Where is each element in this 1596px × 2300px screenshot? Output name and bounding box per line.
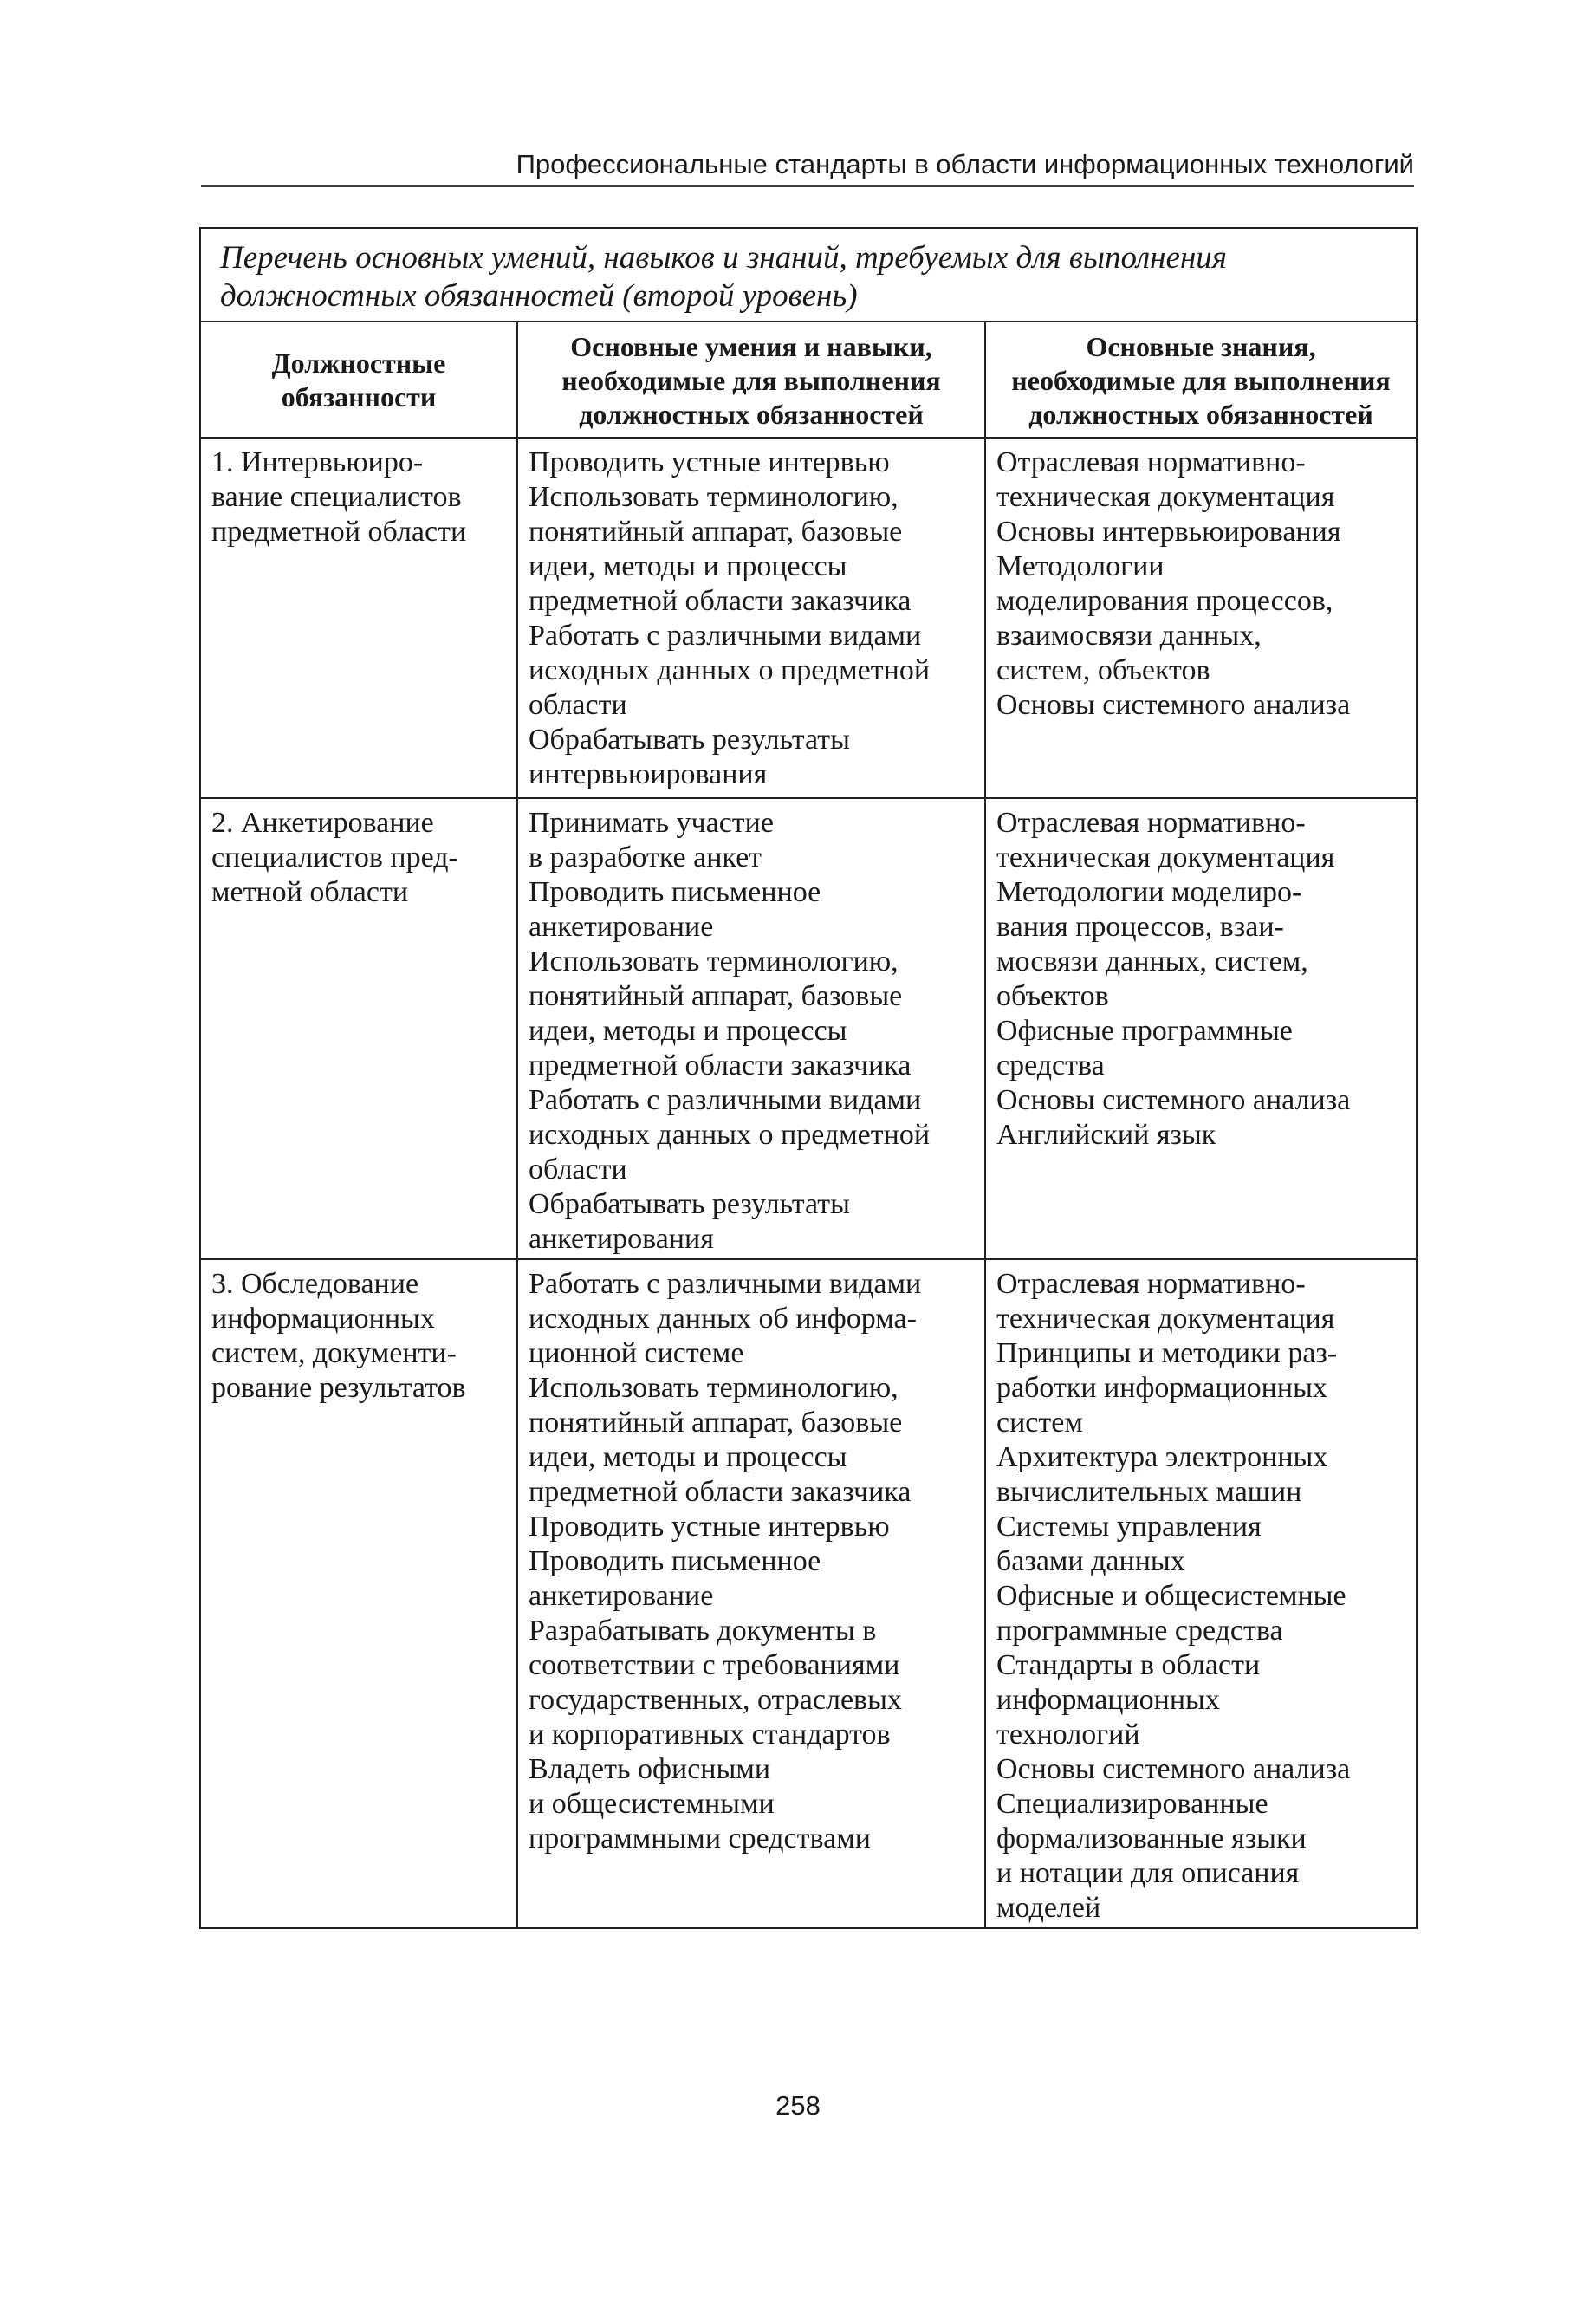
cell-line: техническая документация [996,1303,1335,1335]
cell-line: Основы системного анализа [996,1084,1351,1116]
column-header-knowledge [985,322,1417,438]
column-header-duties [200,322,517,438]
table-row [200,1259,1417,1928]
header-line: должностных обязанностей [579,398,924,430]
cell-line: области [529,689,627,721]
cell-line: исходных данных о предметной [529,1119,931,1151]
cell-line: соответствии с требованиями [529,1649,900,1681]
column-header-skills [517,322,985,438]
header-line: обязанности [281,381,437,413]
duty-cell [200,1259,517,1928]
cell-line: Специализированные [996,1788,1268,1820]
cell-line: Основы интервьюирования [996,516,1341,548]
cell-line: взаимосвязи данных, [996,620,1262,652]
cell-line: Обрабатывать результаты [529,724,850,756]
caption-line: должностных обязанностей (второй уровень) [220,278,858,314]
cell-line: понятийный аппарат, базовые [529,516,903,548]
cell-line: программные средства [996,1615,1283,1647]
cell-line: Использовать терминологию, [529,481,899,513]
cell-line: Отраслевая нормативно- [996,807,1306,839]
cell-line: систем, объектов [996,654,1210,686]
cell-line: информационных [211,1303,435,1335]
cell-line: вычислительных машин [996,1476,1302,1508]
cell-line: идеи, методы и процессы [529,550,847,582]
cell-line: Архитектура электронных [996,1441,1328,1473]
cell-line: интервьюирования [529,758,768,790]
cell-line: Офисные и общесистемные [996,1580,1346,1612]
cell-line: государственных, отраслевых [529,1684,902,1716]
header-line: Основные умения и навыки, [570,330,932,362]
cell-line: Отраслевая нормативно- [996,1268,1306,1300]
cell-line: мосвязи данных, систем, [996,945,1308,978]
cell-line: систем, документи- [211,1337,457,1369]
cell-line: работки информационных [996,1372,1327,1404]
cell-line: Принципы и методики раз- [996,1337,1338,1369]
header-line: Основные знания, [1086,330,1316,362]
cell-line: объектов [996,980,1109,1012]
cell-line: технологий [996,1719,1140,1751]
cell-line: Отраслевая нормативно- [996,446,1306,478]
duty-cell [200,798,517,1259]
cell-line: Принимать участие [529,807,774,839]
cell-line: информационных [996,1684,1220,1716]
cell-line: анкетирования [529,1223,714,1255]
header-rule [201,185,1414,187]
cell-line: 3. Обследование [211,1268,419,1300]
cell-line: систем [996,1407,1083,1439]
cell-line: Использовать терминологию, [529,1372,899,1404]
cell-line: Основы системного анализа [996,1753,1351,1785]
cell-line: Методологии моделиро- [996,876,1302,908]
cell-line: 2. Анкетирование [211,807,434,839]
cell-line: Работать с различными видами [529,1268,922,1300]
cell-line: предметной области заказчика [529,1476,912,1508]
cell-line: Стандарты в области [996,1649,1261,1681]
cell-line: исходных данных о предметной [529,654,931,686]
cell-line: анкетирование [529,911,714,943]
cell-line: Работать с различными видами [529,1084,922,1116]
cell-line: Проводить письменное [529,1545,821,1577]
table-row [200,438,1417,798]
cell-line: Основы системного анализа [996,689,1351,721]
cell-line: программными средствами [529,1822,871,1855]
knowledge-cell [985,1259,1417,1928]
knowledge-cell [985,438,1417,798]
duty-cell [200,438,517,798]
cell-line: ционной системе [529,1337,744,1369]
cell-line: средства [996,1049,1105,1082]
header-line: необходимые для выполнения [1011,364,1391,396]
caption-line: Перечень основных умений, навыков и знаний, требуемых для выполнения [220,240,1227,276]
cell-line: специалистов пред- [211,841,458,874]
table-caption [200,228,1417,322]
cell-line: и общесистемными [529,1788,775,1820]
cell-line: Проводить устные интервью [529,1511,890,1543]
page-number: 258 [775,2090,821,2121]
skills-cell [517,438,985,798]
cell-line: идеи, методы и процессы [529,1441,847,1473]
cell-line: базами данных [996,1545,1185,1577]
cell-line: и корпоративных стандартов [529,1719,891,1751]
cell-line: Разрабатывать документы в [529,1615,877,1647]
cell-line: понятийный аппарат, базовые [529,980,903,1012]
header-line: должностных обязанностей [1028,398,1373,430]
cell-line: Работать с различными видами [529,620,922,652]
cell-line: предметной области заказчика [529,585,912,617]
cell-line: Проводить устные интервью [529,446,890,478]
cell-line: предметной области заказчика [529,1049,912,1082]
cell-line: области [529,1153,627,1186]
cell-line: и нотации для описания [996,1857,1300,1889]
cell-line: моделирования процессов, [996,585,1333,617]
cell-line: Использовать терминологию, [529,945,899,978]
cell-line: Методологии [996,550,1165,582]
skills-cell [517,1259,985,1928]
cell-line: Английский язык [996,1119,1216,1151]
header-row [200,322,1417,438]
cell-line: исходных данных об информа- [529,1303,917,1335]
cell-line: формализованные языки [996,1822,1307,1855]
cell-line: в разработке анкет [529,841,762,874]
cell-line: техническая документация [996,841,1335,874]
duties-table [199,227,1418,1929]
cell-line: Офисные программные [996,1015,1293,1047]
cell-line: идеи, методы и процессы [529,1015,847,1047]
knowledge-cell [985,798,1417,1259]
cell-line: предметной области [211,516,467,548]
skills-cell [517,798,985,1259]
header-line: Должностные [271,348,446,379]
cell-line: моделей [996,1892,1101,1924]
running-header: Профессиональные стандарты в области информационных технологий [516,149,1414,179]
cell-line: рование результатов [211,1372,466,1404]
table-row [200,798,1417,1259]
cell-line: Проводить письменное [529,876,821,908]
cell-line: вания процессов, взаи- [996,911,1284,943]
caption-row [200,228,1417,322]
cell-line: Владеть офисными [529,1753,771,1785]
header-line: необходимые для выполнения [561,364,941,396]
cell-line: техническая документация [996,481,1335,513]
cell-line: анкетирование [529,1580,714,1612]
cell-line: вание специалистов [211,481,462,513]
cell-line: понятийный аппарат, базовые [529,1407,903,1439]
cell-line: 1. Интервьюиро- [211,446,424,478]
cell-line: Системы управления [996,1511,1262,1543]
cell-line: метной области [211,876,409,908]
cell-line: Обрабатывать результаты [529,1188,850,1220]
